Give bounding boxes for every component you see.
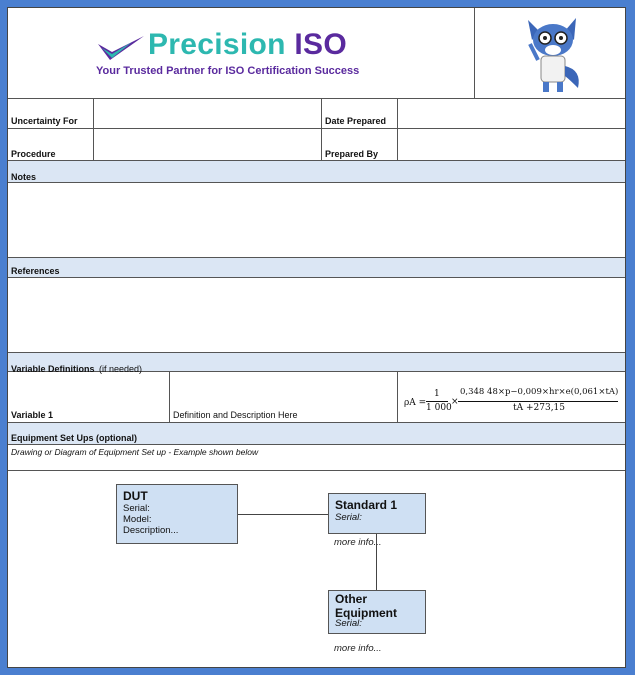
uncertainty-row bbox=[8, 99, 625, 129]
dut-serial: Serial: bbox=[123, 503, 150, 514]
formula-lhs: ρA = bbox=[404, 398, 427, 408]
variable-definitions-label: Variable Definitions bbox=[11, 364, 95, 374]
other-title-line1: Other bbox=[335, 592, 368, 606]
formula-times: × bbox=[451, 397, 459, 407]
logo-area bbox=[8, 8, 475, 98]
standard-serial: Serial: bbox=[335, 512, 362, 523]
formula-den-left: 1 000 bbox=[426, 403, 452, 413]
other-serial: Serial: bbox=[335, 618, 362, 629]
formula-num-left: 1 bbox=[434, 389, 440, 399]
fox-mascot-icon bbox=[518, 10, 588, 96]
uncertainty-for-label: Uncertainty For bbox=[8, 99, 94, 128]
other-more-info: more info... bbox=[334, 643, 382, 654]
fraction-bar-right bbox=[458, 401, 618, 402]
standard-more-info: more info... bbox=[334, 537, 382, 548]
standard-title: Standard 1 bbox=[335, 498, 398, 512]
dut-description: Description... bbox=[123, 525, 179, 536]
date-prepared-label: Date Prepared bbox=[322, 99, 398, 128]
equipment-header: Equipment Set Ups (optional) bbox=[8, 423, 625, 445]
prepared-by-label: Prepared By bbox=[322, 129, 398, 160]
brand-main-text: Precision bbox=[148, 28, 286, 61]
formula-den-right: tA +273,15 bbox=[513, 403, 566, 413]
procedure-row bbox=[8, 129, 625, 161]
header-row bbox=[8, 8, 625, 99]
checkmark-logo-icon bbox=[96, 34, 146, 64]
brand-iso-text: ISO bbox=[294, 28, 347, 61]
variable-definition: Definition and Description Here bbox=[170, 372, 398, 422]
standard-box bbox=[328, 493, 426, 534]
dut-model: Model: bbox=[123, 514, 152, 525]
formula-num-right: 0,348 48×p−0,009×hr×e(0,061×tA) bbox=[460, 387, 619, 397]
fraction-bar-left bbox=[426, 401, 448, 402]
dut-title: DUT bbox=[123, 489, 148, 503]
notes-field[interactable] bbox=[8, 183, 625, 258]
brand-name bbox=[148, 28, 347, 62]
equipment-hint: Drawing or Diagram of Equipment Set up - Example shown below bbox=[8, 445, 625, 471]
variable-definitions-header bbox=[8, 353, 625, 372]
uncertainty-for-field[interactable] bbox=[94, 99, 322, 128]
tagline: Your Trusted Partner for ISO Certification Success bbox=[96, 65, 360, 77]
prepared-by-field[interactable] bbox=[398, 129, 625, 160]
procedure-label: Procedure bbox=[8, 129, 94, 160]
form-sheet bbox=[7, 7, 626, 668]
dut-box bbox=[116, 484, 238, 544]
formula-cell bbox=[398, 372, 625, 422]
variable-definitions-hint: (if needed) bbox=[98, 364, 143, 374]
equipment-diagram bbox=[8, 471, 625, 667]
references-header: References bbox=[8, 258, 625, 278]
variable-row bbox=[8, 372, 625, 423]
references-field[interactable] bbox=[8, 278, 625, 353]
other-title-line2: Equipment bbox=[335, 606, 397, 620]
connector-dut-standard bbox=[238, 514, 328, 515]
notes-header: Notes bbox=[8, 161, 625, 183]
variable-name: Variable 1 bbox=[8, 372, 170, 422]
date-prepared-field[interactable] bbox=[398, 99, 625, 128]
procedure-field[interactable] bbox=[94, 129, 322, 160]
other-equipment-box bbox=[328, 590, 426, 634]
